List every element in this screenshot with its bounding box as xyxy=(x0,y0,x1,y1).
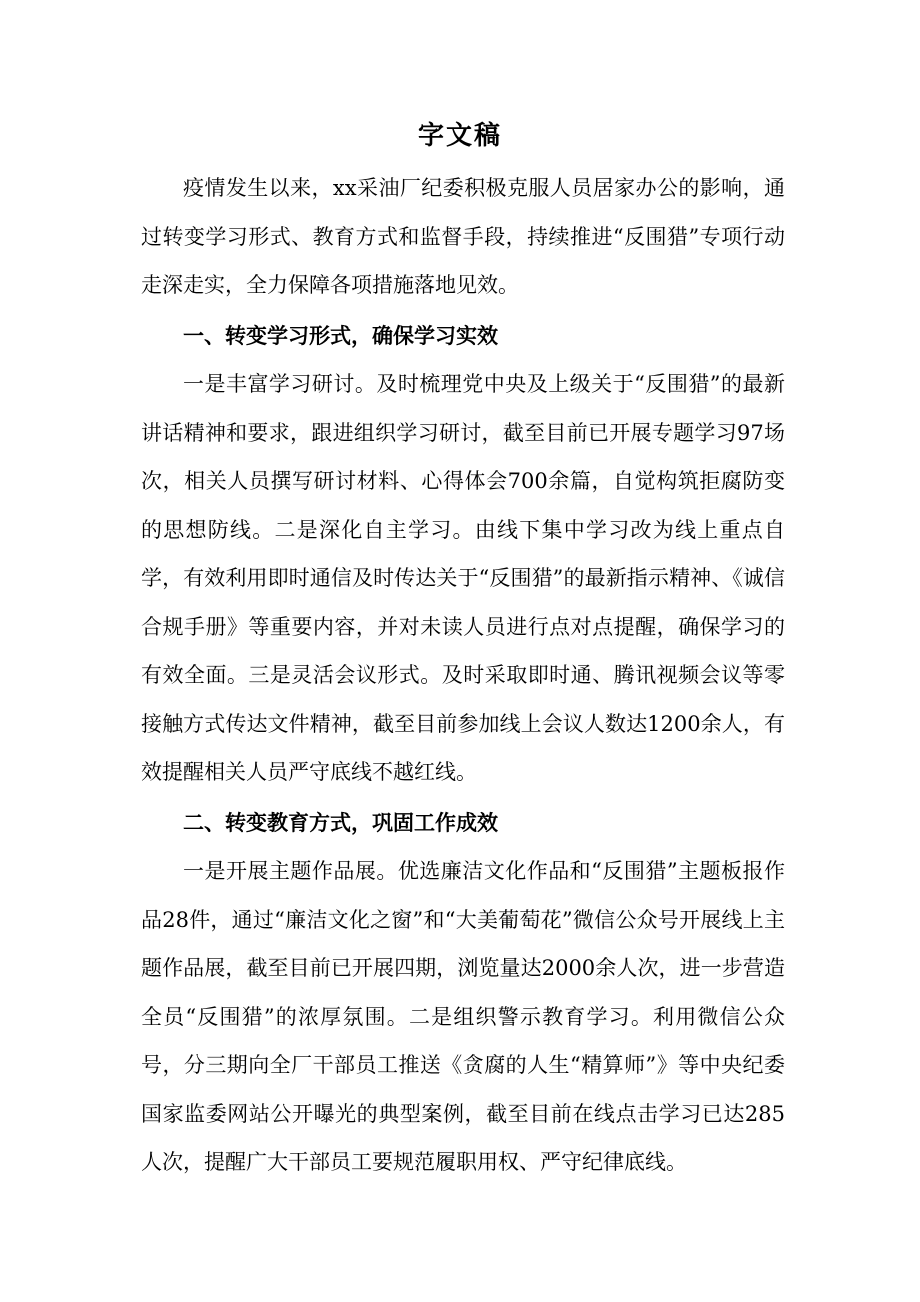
section-2-paragraph: 一是开展主题作品展。优选廉洁文化作品和“反围猎”主题板报作品28件，通过“廉洁文化之窗”和“大美葡萄花”微信公众号开展线上主题作品展，截至目前已开展四期，浏览量达2000余人次，进一步营造全员“反围猎”的浓厚氛围。二是组织警示教育学习。利用微信公众号，分三期向全厂干部员工推送《贪腐的人生“精算师”》等中央纪委国家监委网站公开曝光的典型案例，截至目前在线点击学习已达285人次，提醒广大干部员工要规范履职用权、严守纪律底线。 xyxy=(141,859,785,1174)
document-body xyxy=(141,164,785,1187)
section-heading-2: 二、转变教育方式，巩固工作成效 xyxy=(183,810,498,835)
section-heading-1: 一、转变学习形式，确保学习实效 xyxy=(183,323,498,348)
document-title: 字文稿 xyxy=(417,121,502,151)
intro-paragraph: 疫情发生以来，xx采油厂纪委积极克服人员居家办公的影响，通过转变学习形式、教育方式和监督手段，持续推进“反围猎”专项行动走深走实，全力保障各项措施落地见效。 xyxy=(141,176,785,297)
section-1-paragraph: 一是丰富学习研讨。及时梳理党中央及上级关于“反围猎”的最新讲话精神和要求，跟进组织学习研讨，截至目前已开展专题学习97场次，相关人员撰写研讨材料、心得体会700余篇，自觉构筑拒腐防变的思想防线。二是深化自主学习。由线下集中学习改为线上重点自学，有效利用即时通信及时传达关于“反围猎”的最新指示精神、《诚信合规手册》等重要内容，并对未读人员进行点对点提醒，确保学习的有效全面。三是灵活会议形式。及时采取即时通、腾讯视频会议等零接触方式传达文件精神，截至目前参加线上会议人数达1200余人，有效提醒相关人员严守底线不越红线。 xyxy=(141,372,785,784)
